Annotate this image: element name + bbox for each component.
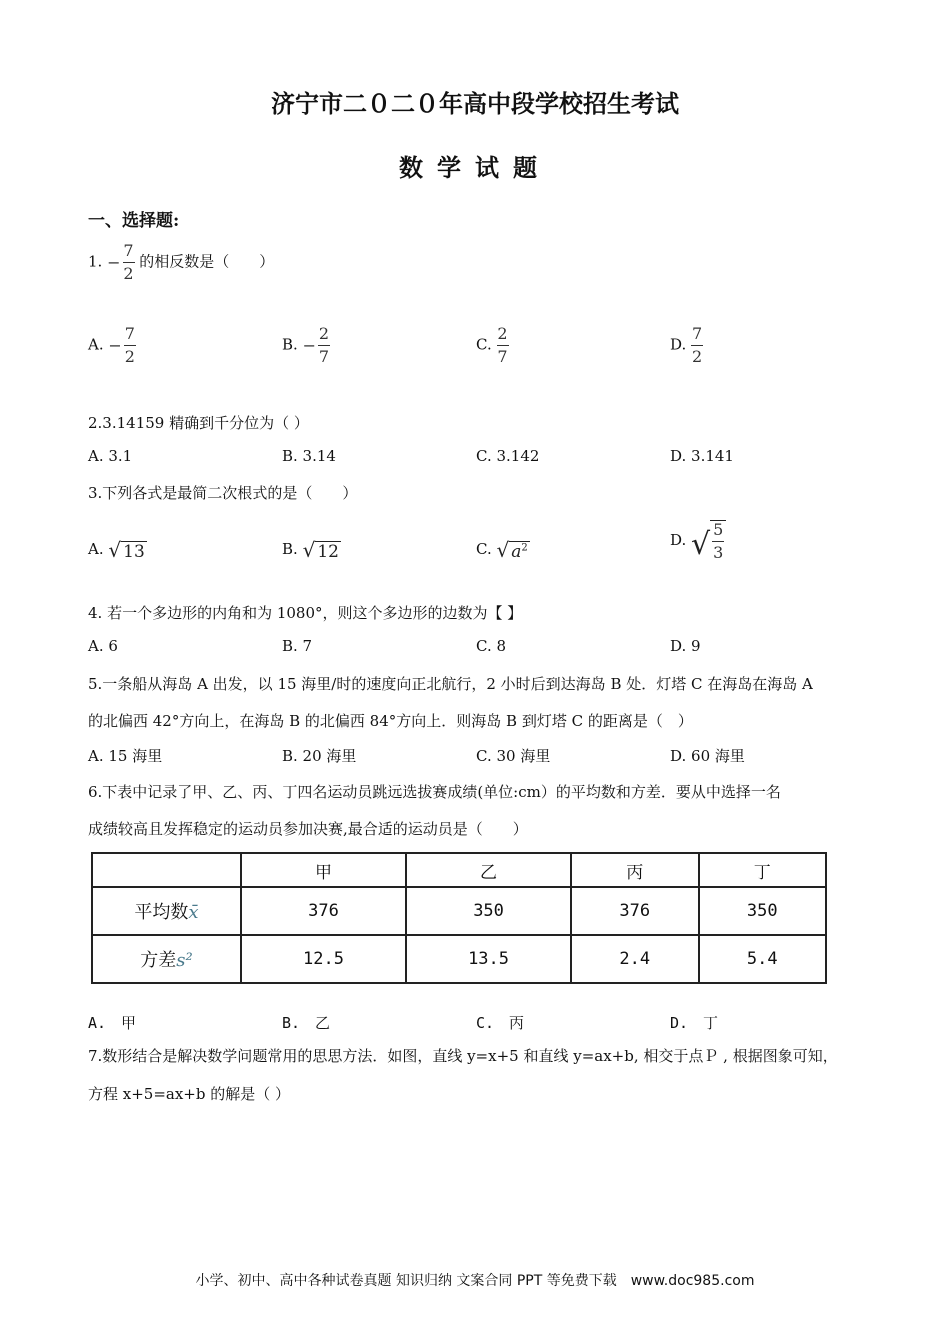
table-header-cell <box>92 853 241 887</box>
table-cell: 2.4 <box>571 935 698 983</box>
q4-option-c: C. 8 <box>476 637 507 655</box>
q3-option-a: A. √ 13 <box>88 538 145 562</box>
q3-option-d: D. √ $\frac{5}{3}$ <box>670 520 726 562</box>
q1-fraction: $\frac{7}{2}$ <box>123 241 134 283</box>
question-6-line-1: 6.下表中记录了甲、乙、丙、丁四名运动员跳远选拔赛成绩(单位:cm）的平均数和方差．要从中选择一名 <box>88 783 781 801</box>
q5-option-a: A. 15 海里 <box>88 747 163 765</box>
table-header-cell: 乙 <box>406 853 571 887</box>
row-label-variance: 方差s² <box>92 935 241 983</box>
q4-option-b: B. 7 <box>282 637 313 655</box>
question-4: 4. 若一个多边形的内角和为 1080°，则这个多边形的边数为【 】 <box>88 604 523 622</box>
row-label-mean: 平均数x̄ <box>92 887 241 935</box>
q6-option-a: A. 甲 <box>88 1014 137 1032</box>
table-cell: 5.4 <box>699 935 826 983</box>
q6-option-b: B. 乙 <box>282 1014 331 1032</box>
sqrt-12: √ 12 <box>302 538 339 562</box>
table-cell: 12.5 <box>241 935 406 983</box>
q3-option-b: B. √ 12 <box>282 538 339 562</box>
q2-option-a: A. 3.1 <box>88 447 133 465</box>
sqrt-five-thirds: √ $\frac{5}{3}$ <box>691 520 726 562</box>
table-cell: 350 <box>699 887 826 935</box>
section-heading: 一、选择题: <box>88 211 180 231</box>
q4-option-d: D. 9 <box>670 637 701 655</box>
page-footer: 小学、初中、高中各种试卷真题 知识归纳 文案合同 PPT 等免费下载 www.doc985.com <box>195 1273 755 1289</box>
question-7-line-1: 7.数形结合是解决数学问题常用的思思方法．如图，直线 y=x+5 和直线 y=ax+b, 相交于点Ｐ , 根据图象可知， <box>88 1047 838 1065</box>
exam-subtitle: 数学试题 <box>399 153 551 182</box>
q2-option-d: D. 3.141 <box>670 447 734 465</box>
table-row <box>92 887 826 935</box>
q2-option-c: C. 3.142 <box>476 447 540 465</box>
table-header-cell: 甲 <box>241 853 406 887</box>
table-cell: 13.5 <box>406 935 571 983</box>
q1-sign: − <box>107 253 121 272</box>
q5-option-d: D. 60 海里 <box>670 747 745 765</box>
table-header-cell: 丁 <box>699 853 826 887</box>
q1-option-b: B. − $\frac{2}{7}$ <box>282 324 330 366</box>
table-cell: 376 <box>571 887 698 935</box>
question-2: 2.3.14159 精确到千分位为（ ） <box>88 414 309 432</box>
q2-option-b: B. 3.14 <box>282 447 336 465</box>
exam-title: 济宁市二０二０年高中段学校招生考试 <box>271 89 679 118</box>
question-1 <box>88 242 274 283</box>
question-7-line-2: 方程 x+5=ax+b 的解是（ ） <box>88 1085 291 1103</box>
sqrt-13: √ 13 <box>108 538 145 562</box>
question-1-number: 1. <box>88 252 103 271</box>
table-row <box>92 935 826 983</box>
table-header-row <box>92 853 826 887</box>
question-1-text: 的相反数是（ ） <box>139 252 275 271</box>
q4-option-a: A. 6 <box>88 637 118 655</box>
q6-option-c: C. 丙 <box>476 1014 525 1032</box>
score-table <box>91 852 827 984</box>
q5-option-b: B. 20 海里 <box>282 747 357 765</box>
q3-option-c: C. √ $a^2$ <box>476 538 528 562</box>
q1-option-a: A. − $\frac{7}{2}$ <box>88 324 135 366</box>
q5-option-c: C. 30 海里 <box>476 747 551 765</box>
q6-option-d: D. 丁 <box>670 1014 719 1032</box>
table-cell: 350 <box>406 887 571 935</box>
question-5-line-2: 的北偏西 42°方向上，在海岛 B 的北偏西 84°方向上．则海岛 B 到灯塔 C 的距离是（ ） <box>88 712 693 730</box>
question-6-line-2: 成绩较高且发挥稳定的运动员参加决赛,最合适的运动员是（ ） <box>88 820 528 838</box>
sqrt-a-squared: √ $a^2$ <box>496 538 528 562</box>
table-cell: 376 <box>241 887 406 935</box>
q1-option-d: D. $\frac{7}{2}$ <box>670 324 703 366</box>
question-3: 3.下列各式是最简二次根式的是（ ） <box>88 484 358 502</box>
table-header-cell: 丙 <box>571 853 698 887</box>
q1-option-c: C. $\frac{2}{7}$ <box>476 324 508 366</box>
question-5-line-1: 5.一条船从海岛 A 出发，以 15 海里/时的速度向正北航行，2 小时后到达海岛 B 处．灯塔 C 在海岛在海岛 A <box>88 675 813 693</box>
